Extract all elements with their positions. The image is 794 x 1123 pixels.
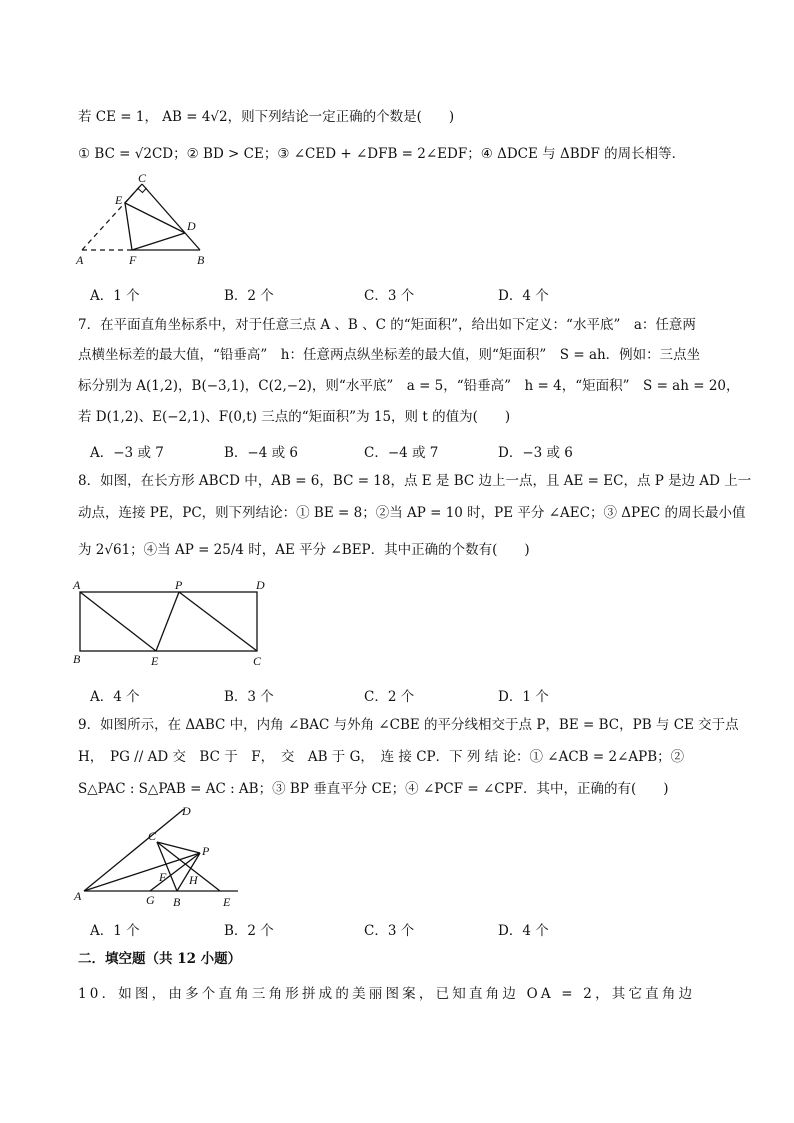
q6-label-A: A: [76, 253, 84, 267]
q8-label-C: C: [253, 654, 262, 668]
q9-label-A: A: [74, 889, 82, 903]
q6-label-E: E: [115, 193, 123, 207]
q6-option-a[interactable]: A．1 个: [90, 288, 140, 304]
q8-label-A: A: [73, 578, 81, 592]
q8-option-a[interactable]: A．4 个: [90, 689, 140, 705]
q9-label-H: H: [189, 873, 198, 887]
q6-label-F: F: [129, 253, 137, 267]
q9-label-B: B: [173, 895, 181, 909]
q8-line-3: 为 2√61；④当 AP = 25/4 时，AE 平分 ∠BEP．其中正确的个数有( ): [78, 542, 530, 558]
q9-label-E: E: [223, 895, 231, 909]
q9-label-D: D: [182, 804, 191, 818]
q10-line-1: 10．如图，由多个直角三角形拼成的美丽图案，已知直角边 OA = 2，其它直角边: [78, 986, 696, 1002]
q6-label-D: D: [187, 219, 196, 233]
q7-line-3: 标分别为 A(1,2)，B(−3,1)，C(2,−2)，则“水平底” a = 5，“铅垂高” h = 4，“矩面积” S = ah = 20，: [78, 378, 740, 394]
q8-label-P: P: [175, 578, 183, 592]
section-heading: 二．填空题（共 12 小题）: [78, 951, 242, 967]
q9-label-F: F: [159, 870, 167, 884]
q8-figure: [70, 577, 270, 669]
q8-line-1: 8．如图，在长方形 ABCD 中，AB = 6，BC = 18，点 E 是 BC 边上一点，且 AE = EC，点 P 是边 AD 上一: [78, 473, 752, 489]
q6-option-d[interactable]: D．4 个: [498, 288, 549, 304]
q9-figure: [70, 803, 245, 911]
q9-line-2: H， PG // AD 交 BC 于 F， 交 AB 于 G， 连 接 CP．下 列 结 论：① ∠ACB = 2∠APB；②: [78, 749, 685, 765]
q9-line-1: 9．如图所示，在 ΔABC 中，内角 ∠BAC 与外角 ∠CBE 的平分线相交于点 P，BE = BC，PB 与 CE 交于点: [78, 717, 739, 733]
q9-label-G: G: [146, 893, 155, 907]
q9-line-3: S△PAC : S△PAB = AC : AB；③ BP 垂直平分 CE；④ ∠PCF = ∠CPF．其中，正确的有( ): [78, 781, 669, 797]
q6-line-1: 若 CE = 1， AB = 4√2，则下列结论一定正确的个数是( ): [78, 109, 455, 125]
q8-option-c[interactable]: C．2 个: [364, 689, 415, 705]
q9-option-b[interactable]: B．2 个: [224, 923, 274, 939]
q8-label-E: E: [151, 654, 159, 668]
q7-option-c[interactable]: C．−4 或 7: [364, 445, 439, 461]
q8-option-b[interactable]: B．3 个: [224, 689, 274, 705]
q6-line-2: ① BC = √2CD；② BD > CE；③ ∠CED + ∠DFB = 2∠EDF；④ ΔDCE 与 ΔBDF 的周长相等．: [78, 146, 686, 162]
q8-option-d[interactable]: D．1 个: [498, 689, 549, 705]
q7-line-2: 点横坐标差的最大值，“铅垂高” h：任意两点纵坐标差的最大值，则“矩面积” S = ah．例如：三点坐: [78, 347, 701, 363]
q7-line-4: 若 D(1,2)、E(−2,1)、F(0,t) 三点的“矩面积”为 15，则 t 的值为( ): [78, 409, 511, 425]
q7-option-b[interactable]: B．−4 或 6: [224, 445, 298, 461]
q8-label-D: D: [256, 578, 265, 592]
q7-option-d[interactable]: D．−3 或 6: [498, 445, 573, 461]
q6-label-B: B: [197, 253, 205, 267]
q9-option-a[interactable]: A．1 个: [90, 923, 140, 939]
q8-line-2: 动点，连接 PE，PC，则下列结论：① BE = 8；②当 AP = 10 时，PE 平分 ∠AEC；③ ΔPEC 的周长最小值: [78, 505, 746, 521]
q6-option-c[interactable]: C．3 个: [364, 288, 415, 304]
q9-option-c[interactable]: C．3 个: [364, 923, 415, 939]
q7-option-a[interactable]: A．−3 或 7: [90, 445, 164, 461]
q9-label-P: P: [202, 844, 210, 858]
q9-option-d[interactable]: D．4 个: [498, 923, 549, 939]
q6-option-b[interactable]: B．2 个: [224, 288, 274, 304]
q9-label-C: C: [148, 829, 157, 843]
q6-label-C: C: [138, 172, 147, 185]
q6-figure: [72, 172, 222, 268]
q8-label-B: B: [73, 652, 81, 666]
q7-line-1: 7．在平面直角坐标系中，对于任意三点 A 、B 、C 的“矩面积”，给出如下定义：“水平底” a：任意两: [78, 317, 696, 333]
